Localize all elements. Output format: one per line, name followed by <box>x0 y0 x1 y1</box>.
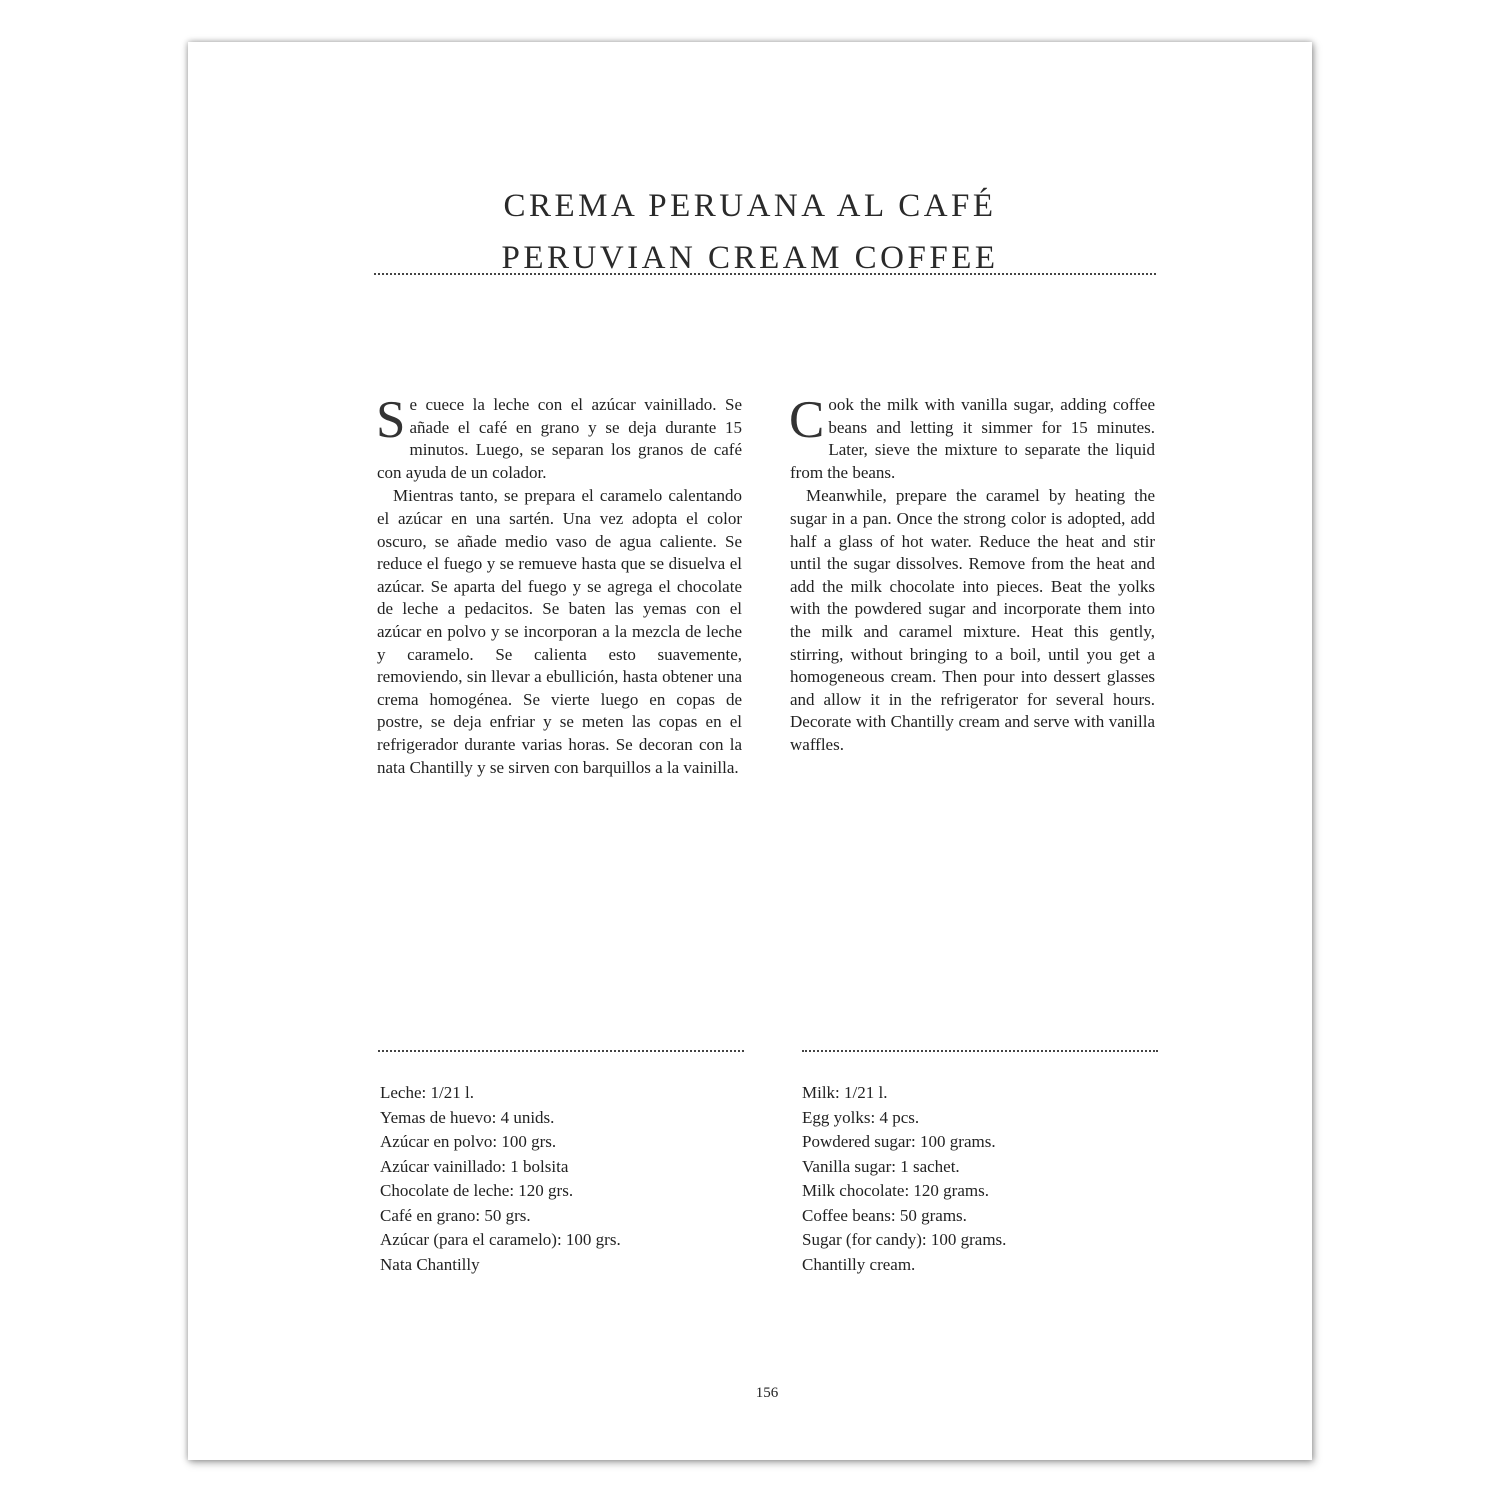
spanish-instructions <box>376 391 742 779</box>
spanish-paragraph-1 <box>376 391 742 484</box>
ingredient-item: Nata Chantilly <box>380 1254 480 1274</box>
ingredient-item: Vanilla sugar: 1 sachet. <box>802 1156 960 1176</box>
ingredient-item: Powdered sugar: 100 grams. <box>802 1132 996 1151</box>
ingredient-item: Milk chocolate: 120 grams. <box>802 1181 989 1200</box>
spanish-paragraph-1-text: e cuece la leche con el azúcar vainillado. Se añade el café en grano y se deja durante 15 minutos. Luego, se separan los granos de café con ayuda de un colador. <box>377 395 742 482</box>
ingredients-english-divider <box>802 1050 1158 1052</box>
book-page <box>188 42 1312 1460</box>
ingredient-item: Egg yolks: 4 pcs. <box>802 1107 920 1127</box>
english-paragraph-1-text: ook the milk with vanilla sugar, adding coffee beans and letting it simmer for 15 minutes. Later, sieve the mixture to separate the liquid from the beans. <box>790 395 1155 482</box>
english-paragraph-1 <box>789 391 1155 484</box>
ingredient-item: Chocolate de leche: 120 grs. <box>380 1181 574 1200</box>
ingredient-item: Milk: 1/21 l. <box>802 1083 888 1102</box>
ingredient-item: Chantilly cream. <box>802 1254 916 1274</box>
ingredient-item: Café en grano: 50 grs. <box>380 1205 531 1225</box>
english-paragraph-2: Meanwhile, prepare the caramel by heating the sugar in a pan. Once the strong color is adopted, add half a glass of hot water. Reduce the heat and stir until the sugar dissolves. Remove from the heat and add the milk chocolate into pieces. Beat the yolks with the powdered sugar and incorporate them into the milk and caramel mixture. Heat this gently, stirring, without bringing to a boil, until you get a homogeneous cream. Then pour into dessert glasses and allow it in the refrigerator for several hours. Decorate with Chantilly cream and serve with vanilla waffles. <box>790 486 1155 754</box>
ingredients-spanish-divider <box>378 1050 744 1052</box>
english-instructions <box>789 391 1155 757</box>
ingredient-item: Azúcar en polvo: 100 grs. <box>380 1132 557 1151</box>
spanish-dropcap: S <box>376 391 406 449</box>
title-english: PERUVIAN CREAM COFFEE <box>501 240 999 277</box>
ingredient-item: Yemas de huevo: 4 unids. <box>380 1107 555 1127</box>
ingredient-item: Azúcar (para el caramelo): 100 grs. <box>380 1230 621 1249</box>
ingredient-item: Azúcar vainillado: 1 bolsita <box>380 1156 569 1176</box>
spanish-paragraph-2: Mientras tanto, se prepara el caramelo calentando el azúcar en una sartén. Una vez adopta el color oscuro, se añade medio vaso de agua caliente. Se reduce el fuego y se remueve hasta que se disuelva el azúcar. Se aparta del fuego y se agrega el chocolate de leche a pedacitos. Se baten las yemas con el azúcar en polvo y se incorporan a la mezcla de leche y caramelo. Se calienta esto suavemente, removiendo, sin llevar a ebullición, hasta obtener una crema homogénea. Se vierte luego en copas de postre, se deja enfriar y se meten las copas en el refrigerador durante varias horas. Se decoran con la nata Chantilly y se sirven con barquillos a la vainilla. <box>377 486 742 777</box>
ingredient-item: Sugar (for candy): 100 grams. <box>802 1230 1007 1249</box>
ingredient-item: Leche: 1/21 l. <box>380 1083 474 1102</box>
ingredients-spanish-list <box>380 1081 621 1277</box>
page-number: 156 <box>755 1385 779 1401</box>
ingredients-english-list <box>802 1081 1006 1277</box>
ingredient-item: Coffee beans: 50 grams. <box>802 1205 967 1225</box>
title-spanish: CREMA PERUANA AL CAFÉ <box>503 188 997 225</box>
title-dotted-divider <box>374 273 1156 275</box>
english-dropcap: C <box>789 391 825 449</box>
